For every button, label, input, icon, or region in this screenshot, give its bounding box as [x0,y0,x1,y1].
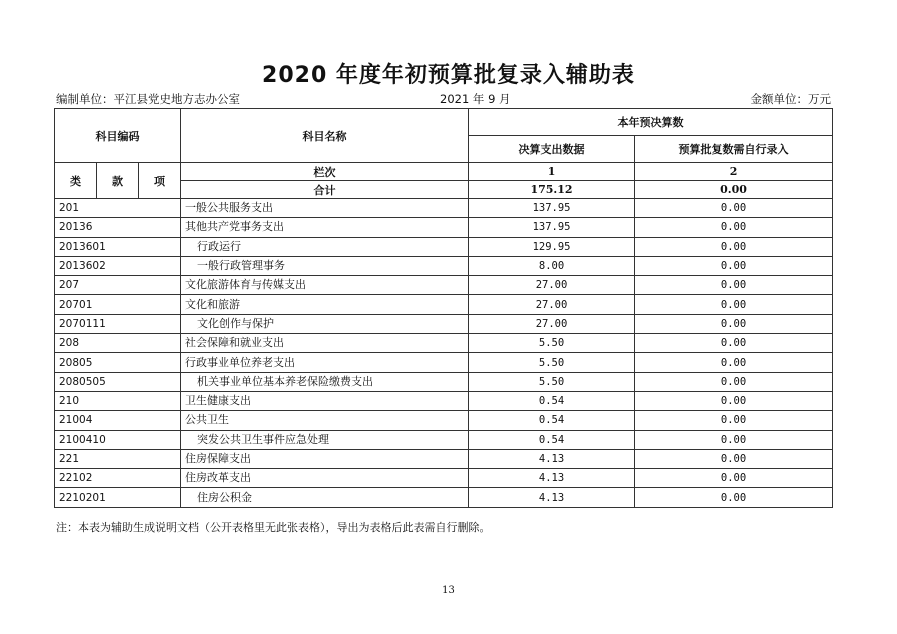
row-name: 卫生健康支出 [181,391,469,410]
row-name: 住房公积金 [181,488,469,507]
row-value-2: 0.00 [635,411,833,430]
row-name: 一般行政管理事务 [181,256,469,275]
table-row [55,314,833,333]
header-xiang: 项 [139,163,181,199]
footnote: 注：本表为辅助生成说明文档（公开表格里无此张表格），导出为表格后此表需自行删除。 [56,521,491,534]
row-value-2: 0.00 [635,372,833,391]
row-value-1: 4.13 [469,469,635,488]
row-name: 文化和旅游 [181,295,469,314]
header-col2: 预算批复数需自行录入 [635,136,833,163]
header-group: 本年预决算数 [469,109,833,136]
table-row [55,256,833,275]
row-name: 文化旅游体育与传媒支出 [181,276,469,295]
lanci-1: 1 [469,163,635,181]
table-row [55,449,833,468]
row-value-1: 137.95 [469,218,635,237]
table-row [55,295,833,314]
row-code: 20136 [55,218,181,237]
table-row [55,430,833,449]
row-name: 其他共产党事务支出 [181,218,469,237]
row-value-2: 0.00 [635,469,833,488]
row-value-1: 0.54 [469,430,635,449]
header-lei: 类 [55,163,97,199]
table-row [55,237,833,256]
currency-unit: 金额单位：万元 [750,92,831,106]
page-number: 13 [442,585,455,596]
row-value-2: 0.00 [635,353,833,372]
row-code: 2013602 [55,256,181,275]
total-label: 合计 [181,181,469,199]
row-code: 210 [55,391,181,410]
row-code: 22102 [55,469,181,488]
row-code: 2080505 [55,372,181,391]
row-code: 2210201 [55,488,181,507]
row-name: 住房保障支出 [181,449,469,468]
table-row [55,276,833,295]
budget-table [54,108,833,508]
row-code: 20701 [55,295,181,314]
table-row [55,411,833,430]
total-col1: 175.12 [469,181,635,199]
header-kuan: 款 [97,163,139,199]
total-col2: 0.00 [635,181,833,199]
row-code: 207 [55,276,181,295]
row-value-2: 0.00 [635,199,833,218]
row-value-2: 0.00 [635,218,833,237]
row-name: 机关事业单位基本养老保险缴费支出 [181,372,469,391]
row-value-2: 0.00 [635,430,833,449]
row-value-2: 0.00 [635,256,833,275]
row-value-2: 0.00 [635,237,833,256]
row-value-1: 27.00 [469,295,635,314]
row-name: 突发公共卫生事件应急处理 [181,430,469,449]
compiling-unit: 编制单位：平江县党史地方志办公室 [56,92,240,106]
row-value-1: 137.95 [469,199,635,218]
page-title: 2020 年度年初预算批复录入辅助表 [262,63,635,88]
row-code: 2070111 [55,314,181,333]
row-value-2: 0.00 [635,295,833,314]
row-value-1: 0.54 [469,411,635,430]
table-row [55,334,833,353]
row-value-2: 0.00 [635,488,833,507]
row-value-1: 8.00 [469,256,635,275]
lanci-2: 2 [635,163,833,181]
row-value-2: 0.00 [635,276,833,295]
header-code: 科目编码 [55,109,181,163]
table-row [55,218,833,237]
row-code: 221 [55,449,181,468]
row-value-2: 0.00 [635,334,833,353]
row-value-2: 0.00 [635,314,833,333]
row-value-1: 5.50 [469,353,635,372]
row-value-1: 27.00 [469,314,635,333]
row-name: 住房改革支出 [181,469,469,488]
row-value-2: 0.00 [635,391,833,410]
row-name: 行政事业单位养老支出 [181,353,469,372]
row-code: 2013601 [55,237,181,256]
row-value-1: 27.00 [469,276,635,295]
row-name: 公共卫生 [181,411,469,430]
row-value-1: 5.50 [469,334,635,353]
row-value-1: 4.13 [469,488,635,507]
report-date: 2021 年 9 月 [440,92,511,106]
table-row [55,372,833,391]
row-name: 社会保障和就业支出 [181,334,469,353]
header-name: 科目名称 [181,109,469,163]
header-lanci: 栏次 [181,163,469,181]
row-value-1: 129.95 [469,237,635,256]
header-col1: 决算支出数据 [469,136,635,163]
row-value-1: 4.13 [469,449,635,468]
row-code: 208 [55,334,181,353]
row-value-1: 0.54 [469,391,635,410]
table-row [55,353,833,372]
row-value-1: 5.50 [469,372,635,391]
table-row [55,469,833,488]
row-name: 行政运行 [181,237,469,256]
row-code: 20805 [55,353,181,372]
table-row [55,199,833,218]
table-row [55,391,833,410]
row-value-2: 0.00 [635,449,833,468]
row-name: 一般公共服务支出 [181,199,469,218]
table-row [55,488,833,507]
row-code: 21004 [55,411,181,430]
row-name: 文化创作与保护 [181,314,469,333]
row-code: 2100410 [55,430,181,449]
row-code: 201 [55,199,181,218]
